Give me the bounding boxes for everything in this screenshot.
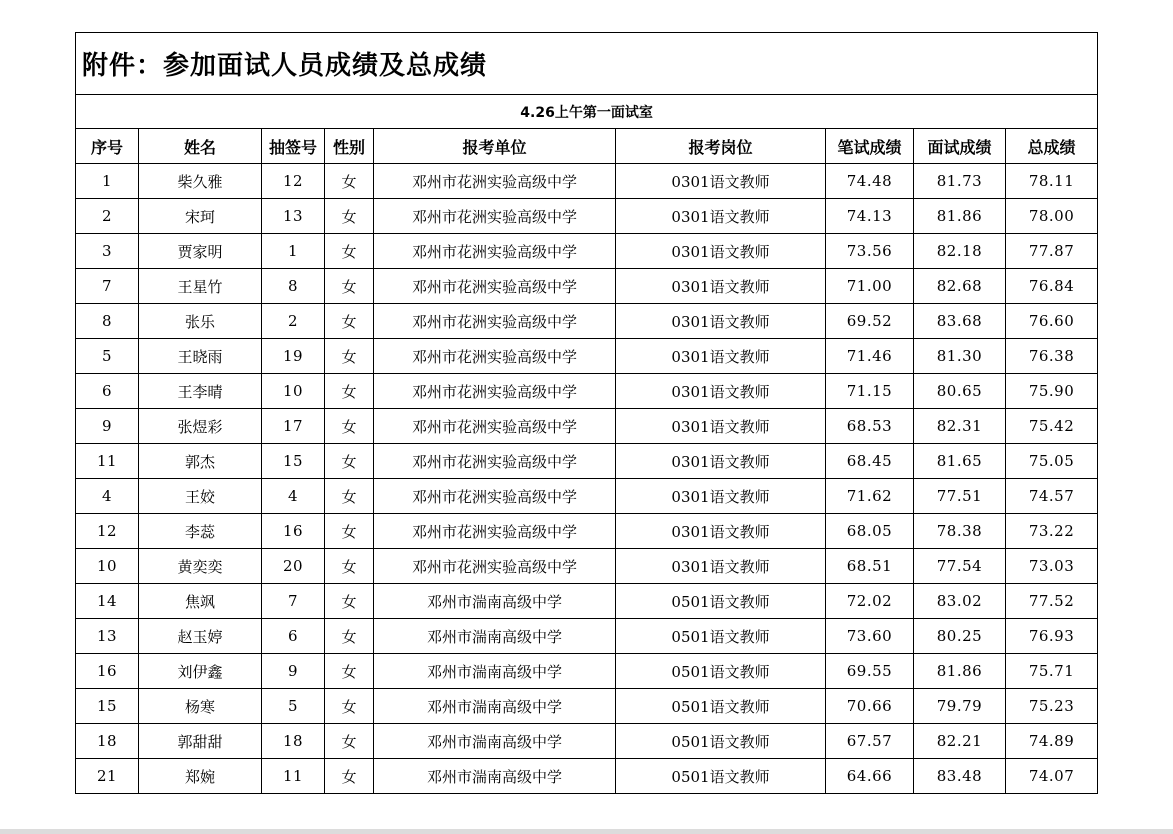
- table-row: [76, 549, 1098, 584]
- cell-seq: 2: [76, 199, 139, 234]
- header-written-score: 笔试成绩: [826, 129, 914, 164]
- cell-gender: 女: [325, 584, 374, 619]
- cell-total-score: 75.05: [1006, 444, 1098, 479]
- cell-name: 王星竹: [139, 269, 262, 304]
- cell-total-score: 76.93: [1006, 619, 1098, 654]
- cell-written-score: 68.51: [826, 549, 914, 584]
- cell-interview-score: 79.79: [914, 689, 1006, 724]
- cell-seq: 13: [76, 619, 139, 654]
- table-row: [76, 514, 1098, 549]
- cell-position: 0301语文教师: [616, 199, 826, 234]
- cell-name: 王姣: [139, 479, 262, 514]
- cell-gender: 女: [325, 619, 374, 654]
- cell-position: 0301语文教师: [616, 269, 826, 304]
- cell-seq: 21: [76, 759, 139, 794]
- room-label: 4.26上午第一面试室: [76, 95, 1098, 129]
- cell-interview-score: 77.54: [914, 549, 1006, 584]
- cell-name: 宋珂: [139, 199, 262, 234]
- cell-written-score: 64.66: [826, 759, 914, 794]
- cell-unit: 邓州市湍南高级中学: [374, 654, 616, 689]
- table-row: [76, 304, 1098, 339]
- cell-draw-number: 12: [262, 164, 325, 199]
- cell-name: 焦飒: [139, 584, 262, 619]
- cell-position: 0501语文教师: [616, 759, 826, 794]
- table-row: [76, 374, 1098, 409]
- header-name: 姓名: [139, 129, 262, 164]
- cell-interview-score: 80.25: [914, 619, 1006, 654]
- cell-interview-score: 81.86: [914, 654, 1006, 689]
- header-seq: 序号: [76, 129, 139, 164]
- cell-seq: 5: [76, 339, 139, 374]
- cell-unit: 邓州市湍南高级中学: [374, 724, 616, 759]
- table-row: [76, 164, 1098, 199]
- cell-name: 贾家明: [139, 234, 262, 269]
- cell-total-score: 75.71: [1006, 654, 1098, 689]
- cell-name: 李蕊: [139, 514, 262, 549]
- cell-written-score: 67.57: [826, 724, 914, 759]
- cell-draw-number: 6: [262, 619, 325, 654]
- cell-unit: 邓州市花洲实验高级中学: [374, 479, 616, 514]
- table-row: [76, 689, 1098, 724]
- cell-written-score: 69.55: [826, 654, 914, 689]
- cell-seq: 4: [76, 479, 139, 514]
- header-interview-score: 面试成绩: [914, 129, 1006, 164]
- header-draw-number: 抽签号: [262, 129, 325, 164]
- cell-seq: 12: [76, 514, 139, 549]
- cell-draw-number: 4: [262, 479, 325, 514]
- cell-seq: 18: [76, 724, 139, 759]
- cell-draw-number: 13: [262, 199, 325, 234]
- cell-draw-number: 16: [262, 514, 325, 549]
- cell-gender: 女: [325, 409, 374, 444]
- cell-unit: 邓州市花洲实验高级中学: [374, 549, 616, 584]
- cell-draw-number: 11: [262, 759, 325, 794]
- cell-seq: 7: [76, 269, 139, 304]
- header-row: [76, 129, 1098, 164]
- cell-gender: 女: [325, 339, 374, 374]
- bottom-scroll-edge: [0, 829, 1173, 834]
- table-row: [76, 479, 1098, 514]
- cell-draw-number: 2: [262, 304, 325, 339]
- cell-gender: 女: [325, 759, 374, 794]
- cell-gender: 女: [325, 654, 374, 689]
- cell-position: 0301语文教师: [616, 479, 826, 514]
- table-row: [76, 759, 1098, 794]
- cell-position: 0301语文教师: [616, 234, 826, 269]
- cell-written-score: 71.46: [826, 339, 914, 374]
- cell-interview-score: 83.68: [914, 304, 1006, 339]
- cell-seq: 1: [76, 164, 139, 199]
- cell-written-score: 68.05: [826, 514, 914, 549]
- cell-interview-score: 82.68: [914, 269, 1006, 304]
- cell-position: 0501语文教师: [616, 584, 826, 619]
- header-position: 报考岗位: [616, 129, 826, 164]
- cell-interview-score: 83.48: [914, 759, 1006, 794]
- cell-name: 刘伊鑫: [139, 654, 262, 689]
- table-row: [76, 409, 1098, 444]
- cell-seq: 16: [76, 654, 139, 689]
- cell-position: 0501语文教师: [616, 689, 826, 724]
- cell-written-score: 71.00: [826, 269, 914, 304]
- cell-written-score: 73.56: [826, 234, 914, 269]
- cell-unit: 邓州市花洲实验高级中学: [374, 269, 616, 304]
- cell-total-score: 76.84: [1006, 269, 1098, 304]
- cell-total-score: 73.22: [1006, 514, 1098, 549]
- cell-position: 0301语文教师: [616, 409, 826, 444]
- cell-total-score: 74.57: [1006, 479, 1098, 514]
- cell-total-score: 76.38: [1006, 339, 1098, 374]
- table-row: [76, 339, 1098, 374]
- cell-total-score: 73.03: [1006, 549, 1098, 584]
- cell-written-score: 68.45: [826, 444, 914, 479]
- cell-total-score: 78.11: [1006, 164, 1098, 199]
- cell-name: 黄奕奕: [139, 549, 262, 584]
- cell-draw-number: 10: [262, 374, 325, 409]
- cell-gender: 女: [325, 304, 374, 339]
- cell-gender: 女: [325, 444, 374, 479]
- cell-total-score: 75.90: [1006, 374, 1098, 409]
- cell-interview-score: 83.02: [914, 584, 1006, 619]
- cell-unit: 邓州市花洲实验高级中学: [374, 374, 616, 409]
- cell-position: 0501语文教师: [616, 724, 826, 759]
- cell-gender: 女: [325, 724, 374, 759]
- cell-name: 赵玉婷: [139, 619, 262, 654]
- table-row: [76, 269, 1098, 304]
- cell-name: 杨寒: [139, 689, 262, 724]
- cell-gender: 女: [325, 164, 374, 199]
- cell-unit: 邓州市花洲实验高级中学: [374, 304, 616, 339]
- table-row: [76, 199, 1098, 234]
- cell-position: 0301语文教师: [616, 304, 826, 339]
- cell-name: 张煜彩: [139, 409, 262, 444]
- cell-interview-score: 81.30: [914, 339, 1006, 374]
- cell-seq: 15: [76, 689, 139, 724]
- cell-seq: 10: [76, 549, 139, 584]
- cell-written-score: 71.15: [826, 374, 914, 409]
- table-row: [76, 234, 1098, 269]
- cell-total-score: 75.23: [1006, 689, 1098, 724]
- cell-written-score: 74.13: [826, 199, 914, 234]
- cell-position: 0301语文教师: [616, 164, 826, 199]
- cell-draw-number: 8: [262, 269, 325, 304]
- cell-written-score: 73.60: [826, 619, 914, 654]
- cell-position: 0501语文教师: [616, 654, 826, 689]
- cell-gender: 女: [325, 689, 374, 724]
- cell-seq: 9: [76, 409, 139, 444]
- cell-position: 0301语文教师: [616, 514, 826, 549]
- cell-gender: 女: [325, 514, 374, 549]
- cell-total-score: 78.00: [1006, 199, 1098, 234]
- cell-seq: 3: [76, 234, 139, 269]
- cell-name: 张乐: [139, 304, 262, 339]
- cell-gender: 女: [325, 199, 374, 234]
- cell-unit: 邓州市湍南高级中学: [374, 759, 616, 794]
- cell-interview-score: 82.21: [914, 724, 1006, 759]
- table-row: [76, 724, 1098, 759]
- cell-interview-score: 78.38: [914, 514, 1006, 549]
- results-table: [75, 32, 1098, 794]
- cell-draw-number: 9: [262, 654, 325, 689]
- cell-position: 0301语文教师: [616, 374, 826, 409]
- cell-draw-number: 5: [262, 689, 325, 724]
- table-row: [76, 444, 1098, 479]
- cell-unit: 邓州市花洲实验高级中学: [374, 199, 616, 234]
- cell-unit: 邓州市湍南高级中学: [374, 584, 616, 619]
- cell-position: 0301语文教师: [616, 444, 826, 479]
- cell-written-score: 72.02: [826, 584, 914, 619]
- cell-interview-score: 80.65: [914, 374, 1006, 409]
- cell-draw-number: 20: [262, 549, 325, 584]
- cell-seq: 8: [76, 304, 139, 339]
- cell-interview-score: 77.51: [914, 479, 1006, 514]
- cell-name: 王晓雨: [139, 339, 262, 374]
- cell-unit: 邓州市花洲实验高级中学: [374, 339, 616, 374]
- cell-interview-score: 81.65: [914, 444, 1006, 479]
- table-row: [76, 584, 1098, 619]
- cell-unit: 邓州市花洲实验高级中学: [374, 444, 616, 479]
- cell-gender: 女: [325, 234, 374, 269]
- cell-name: 王李晴: [139, 374, 262, 409]
- cell-total-score: 76.60: [1006, 304, 1098, 339]
- cell-name: 郭甜甜: [139, 724, 262, 759]
- cell-written-score: 74.48: [826, 164, 914, 199]
- header-unit: 报考单位: [374, 129, 616, 164]
- cell-seq: 11: [76, 444, 139, 479]
- cell-gender: 女: [325, 549, 374, 584]
- table-row: [76, 619, 1098, 654]
- header-gender: 性别: [325, 129, 374, 164]
- cell-total-score: 77.52: [1006, 584, 1098, 619]
- cell-gender: 女: [325, 269, 374, 304]
- cell-seq: 14: [76, 584, 139, 619]
- cell-draw-number: 7: [262, 584, 325, 619]
- cell-name: 郑婉: [139, 759, 262, 794]
- cell-position: 0301语文教师: [616, 549, 826, 584]
- cell-gender: 女: [325, 479, 374, 514]
- cell-position: 0501语文教师: [616, 619, 826, 654]
- cell-draw-number: 18: [262, 724, 325, 759]
- cell-unit: 邓州市花洲实验高级中学: [374, 234, 616, 269]
- cell-total-score: 74.07: [1006, 759, 1098, 794]
- cell-name: 柴久雅: [139, 164, 262, 199]
- cell-unit: 邓州市花洲实验高级中学: [374, 514, 616, 549]
- cell-draw-number: 15: [262, 444, 325, 479]
- cell-position: 0301语文教师: [616, 339, 826, 374]
- cell-interview-score: 81.73: [914, 164, 1006, 199]
- cell-draw-number: 17: [262, 409, 325, 444]
- cell-interview-score: 82.31: [914, 409, 1006, 444]
- cell-written-score: 71.62: [826, 479, 914, 514]
- cell-total-score: 74.89: [1006, 724, 1098, 759]
- cell-unit: 邓州市花洲实验高级中学: [374, 164, 616, 199]
- cell-interview-score: 81.86: [914, 199, 1006, 234]
- cell-draw-number: 19: [262, 339, 325, 374]
- cell-unit: 邓州市花洲实验高级中学: [374, 409, 616, 444]
- table-row: [76, 654, 1098, 689]
- cell-total-score: 77.87: [1006, 234, 1098, 269]
- header-total-score: 总成绩: [1006, 129, 1098, 164]
- cell-gender: 女: [325, 374, 374, 409]
- cell-seq: 6: [76, 374, 139, 409]
- cell-draw-number: 1: [262, 234, 325, 269]
- cell-written-score: 70.66: [826, 689, 914, 724]
- cell-unit: 邓州市湍南高级中学: [374, 689, 616, 724]
- cell-written-score: 69.52: [826, 304, 914, 339]
- document-title: 附件：参加面试人员成绩及总成绩: [76, 33, 1098, 95]
- cell-name: 郭杰: [139, 444, 262, 479]
- cell-unit: 邓州市湍南高级中学: [374, 619, 616, 654]
- cell-written-score: 68.53: [826, 409, 914, 444]
- table-body: [76, 164, 1098, 794]
- cell-total-score: 75.42: [1006, 409, 1098, 444]
- cell-interview-score: 82.18: [914, 234, 1006, 269]
